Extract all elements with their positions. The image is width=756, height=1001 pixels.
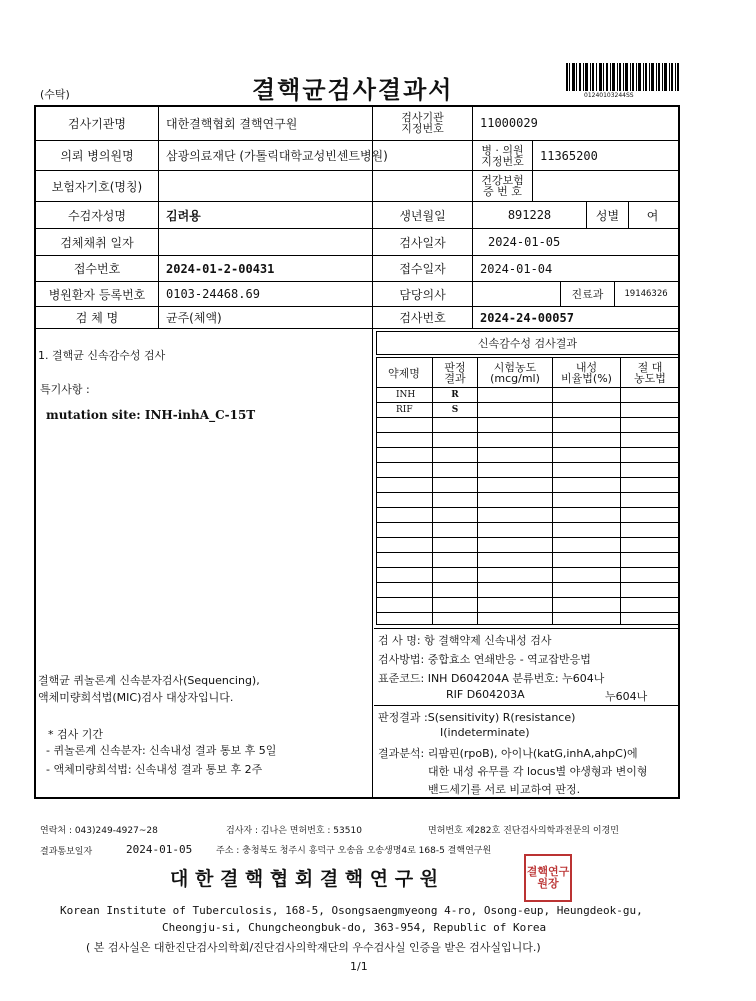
birth-label: 생년월일 [399, 208, 446, 223]
official-seal: 결핵연구원장 [524, 854, 572, 902]
receipt-no-label: 접수번호 [73, 262, 121, 276]
notify-label: 결과통보일자 [40, 847, 93, 857]
hospital-code-label-line-2: 지정번호 [481, 154, 524, 168]
hospital-code-label [473, 141, 532, 170]
test-no: 2024-24-00057 [480, 310, 574, 325]
method-code-line-1: 표준코드: INH D604204A 분류번호: 누604나 [378, 672, 605, 685]
col-result [433, 358, 477, 387]
receipt-no: 2024-01-2-00431 [166, 261, 275, 276]
method-class-2: 누604나 [605, 690, 648, 703]
patient-name: 김려용 [166, 208, 201, 223]
barcode-bars [566, 63, 680, 93]
judge-line-1: 판정결과 :S(sensitivity) R(resistance) [378, 711, 576, 724]
col-resistance [553, 358, 620, 387]
collect-date-label: 검체채취 일자 [60, 235, 134, 250]
receipt-date-label: 접수일자 [399, 262, 446, 276]
lab-code: 11000029 [480, 116, 538, 130]
lab-name-label: 검사기관명 [68, 116, 126, 131]
section-title: 1. 결핵균 신속감수성 검사 [38, 349, 166, 362]
col-concentration-line-1: 시험농도 [493, 360, 537, 374]
analysis-line-3: 밴드세기를 서로 비교하여 판정. [428, 783, 581, 796]
col-resistance-line-2: 비율법(%) [561, 371, 612, 385]
notify-date: 2024-01-05 [126, 843, 193, 856]
doctor-label: 담당의사 [399, 287, 446, 302]
receipt-date: 2024-01-04 [480, 261, 553, 276]
patient-reg-label: 병원환자 등록번호 [48, 287, 146, 302]
note-line-1: 결핵균 퀴놀론계 신속분자검사(Sequencing), [38, 674, 260, 687]
doctor [480, 282, 560, 306]
hospital-label: 의뢰 병의원명 [60, 149, 134, 163]
col-result-line-1: 판정 [444, 360, 466, 374]
col-concentration-line-2: (mcg/ml) [490, 371, 540, 385]
analysis-line-2: 대한 내성 유무를 각 locus별 야생형과 변이형 [428, 765, 648, 778]
lab-code-label-line-1: 검사기관 [401, 111, 444, 124]
dept: 19146326 [624, 289, 668, 299]
birth: 891228 [507, 208, 552, 222]
col-drug: 약제명 [388, 366, 420, 380]
period-1: - 퀴놀론계 신속분자: 신속내성 결과 통보 후 5일 [46, 744, 277, 757]
col-absolute-line-2: 농도법 [634, 371, 666, 385]
specimen: 균주(체액) [166, 311, 222, 325]
period-2: - 액체미량희석법: 신속내성 결과 통보 후 2주 [46, 763, 263, 776]
health-ins-label [473, 171, 532, 201]
page-number: 1/1 [350, 960, 368, 973]
dept-label: 진료과 [571, 288, 604, 301]
col-concentration [478, 358, 552, 387]
row-1-drug: INH [396, 390, 416, 400]
row-2-drug: RIF [396, 405, 413, 415]
certification: ( 본 검사실은 대한진단검사의학회/진단검사의학재단의 우수검사실 인증을 받은 검사실입니다.) [86, 941, 541, 954]
col-absolute-line-1: 절 대 [637, 360, 663, 374]
sex-label: 성별 [595, 208, 620, 223]
barcode [566, 63, 680, 93]
institute-name: 대 한 결 핵 협 회 결 핵 연 구 원 [170, 868, 439, 890]
examiner: 검사자 : 김나은 면허번호 : 53510 [226, 826, 362, 836]
period-title: * 검사 기간 [48, 728, 103, 741]
lab-name: 대한결핵협회 결핵연구원 [166, 116, 298, 131]
col-result-line-2: 결과 [444, 371, 466, 385]
method-code-line-2: RIF D604203A [446, 688, 525, 701]
specialist: 면허번호 제282호 진단검사의학과전문의 이경민 [428, 826, 619, 836]
test-date: 2024-01-05 [488, 235, 561, 249]
patient-name-label: 수검자성명 [68, 208, 126, 223]
mutation-site: mutation site: INH-inhA_C-15T [46, 408, 256, 422]
insurer [166, 171, 372, 201]
hospital-code-label-line-1: 병 · 의원 [481, 143, 524, 157]
collect-date [166, 229, 372, 255]
insurer-label: 보험자기호(명칭) [51, 179, 143, 194]
health-ins-label-line-1: 건강보험 [481, 174, 524, 187]
address-en-line-1: Korean Institute of Tuberculosis, 168-5, Osongsaengmyeong 4-ro, Osong-eup, Heungdeok-gu, [60, 904, 643, 917]
copy-type: (수탁) [40, 88, 70, 101]
specimen-label: 검 체 명 [75, 311, 119, 325]
sex: 여 [646, 208, 659, 223]
remarks-label: 특기사항 : [40, 383, 90, 396]
note-line-2: 액체미량희석법(MIC)검사 대상자입니다. [38, 691, 234, 704]
health-ins [540, 171, 676, 201]
row-1-result: R [451, 390, 459, 400]
lab-code-label [373, 106, 472, 140]
contact: 연락처 : 043)249-4927~28 [40, 826, 158, 836]
judge-line-2: I(indeterminate) [440, 726, 530, 739]
page-title: 결핵균검사결과서 [252, 76, 454, 104]
patient-reg: 0103-24468.69 [166, 287, 260, 301]
analysis-line-1: 결과분석: 리팜핀(rpoB), 아이나(katG,inhA,ahpC)에 [378, 747, 638, 760]
address-kr: 주소 : 충청북도 청주시 흥덕구 오송읍 오송생명4로 168-5 결핵연구원 [216, 846, 492, 856]
lab-code-label-line-2: 지정번호 [401, 122, 444, 135]
susceptibility-title: 신속감수성 검사결과 [477, 337, 578, 350]
col-absolute [621, 358, 679, 387]
hospital: 삼광의료재단 (가톨릭대학교성빈센트병원) [166, 149, 388, 163]
test-no-label: 검사번호 [399, 311, 446, 325]
test-date-label: 검사일자 [399, 235, 446, 250]
barcode-number: 01240103244SS [584, 92, 634, 99]
hospital-code: 11365200 [540, 148, 598, 163]
method-test-name: 검 사 명: 항 결핵약제 신속내성 검사 [378, 634, 552, 647]
health-ins-label-line-2: 증 번 호 [483, 185, 522, 198]
col-resistance-line-1: 내성 [575, 360, 598, 374]
address-en-line-2: Cheongju-si, Chungcheongbuk-do, 363-954, Republic of Korea [162, 921, 547, 934]
row-2-result: S [451, 405, 459, 415]
method-test-method: 검사방법: 중합효소 연쇄반응 - 역교잡반응법 [378, 653, 591, 666]
